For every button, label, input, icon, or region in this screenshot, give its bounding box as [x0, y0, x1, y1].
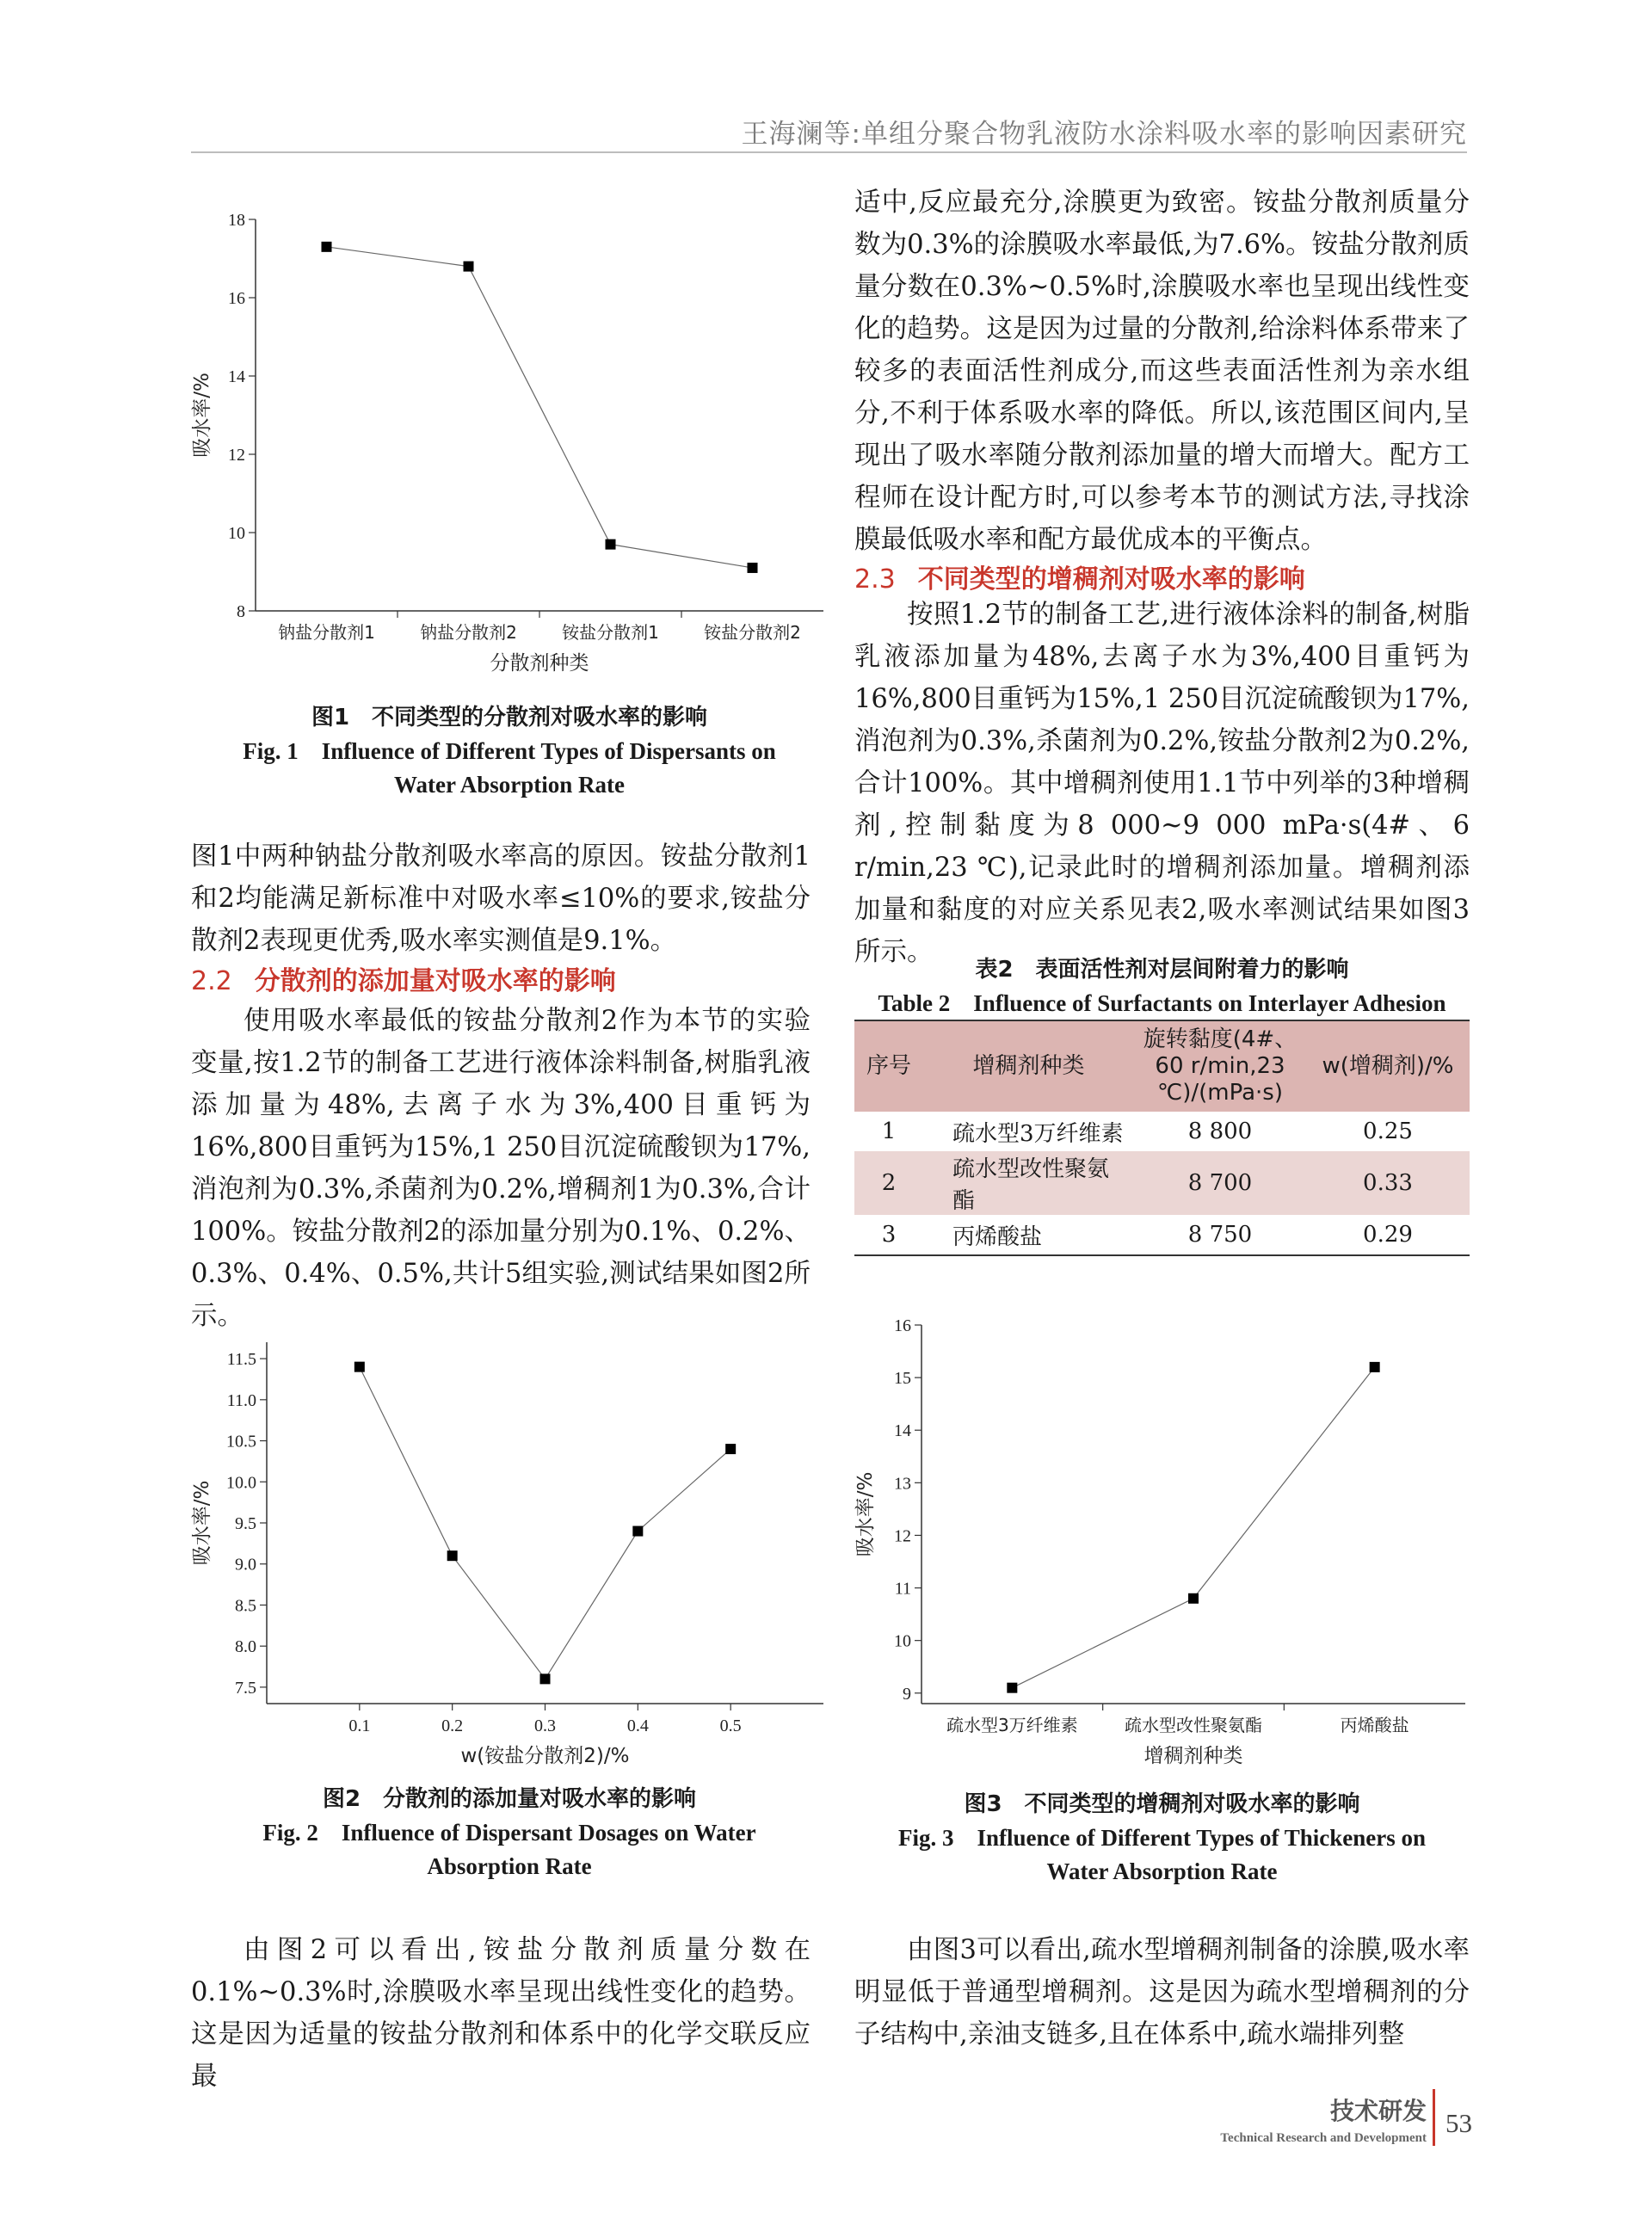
- table-header-cell: 旋转黏度(4#、60 r/min,23 ℃)/(mPa·s): [1134, 1020, 1306, 1112]
- y-tick-label: 11.5: [226, 1350, 256, 1370]
- series-line: [1012, 1367, 1374, 1688]
- y-tick-label: 12: [894, 1526, 911, 1546]
- y-tick-label: 12: [228, 446, 245, 465]
- x-axis-label: 分散剂种类: [490, 652, 589, 675]
- y-axis-label: 吸水率/%: [191, 373, 213, 458]
- figure-2-caption-en-1: Fig. 2 Influence of Dispersant Dosages on Water: [262, 1820, 756, 1846]
- y-tick-label: 9.0: [235, 1555, 256, 1575]
- figure-3-caption: [854, 1788, 1470, 1889]
- y-tick-label: 8.0: [235, 1637, 256, 1657]
- x-category-label: 钠盐分散剂2: [420, 622, 517, 643]
- y-tick-label: 11: [894, 1579, 911, 1599]
- section-2-2-title: 分散剂的添加量对吸水率的影响: [254, 966, 616, 996]
- x-tick-label: 0.1: [348, 1717, 371, 1735]
- table-header-cell: 序号: [854, 1020, 923, 1112]
- table-row: [854, 1112, 1470, 1151]
- figure-3-chart: [854, 1308, 1470, 1781]
- figure-3-caption-en-1: Fig. 3 Influence of Different Types of Thickeners on: [898, 1825, 1426, 1851]
- table-row: [854, 1151, 1470, 1215]
- x-category-label: 铵盐分散剂1: [562, 622, 659, 643]
- right-paragraph-1: 适中,反应最充分,涂膜更为致密。铵盐分散剂质量分数为0.3%的涂膜吸水率最低,为7.6%。铵盐分散剂质量分数在0.3%~0.5%时,涂膜吸水率也呈现出线性变化的趋势。这是因为过量的分散剂,给涂料体系带来了较多的表面活性剂成分,而这些表面活性剂为亲水组分,不利于体系吸水率的降低。所以,该范围区间内,呈现出了吸水率随分散剂添加量的增大而增大。配方工程师在设计配方时,可以参考本节的测试方法,寻找涂膜最低吸水率和配方最优成本的平衡点。: [854, 188, 1470, 555]
- x-category-label: 疏水型3万纤维素: [946, 1715, 1078, 1735]
- y-tick-label: 14: [228, 367, 245, 386]
- x-category-label: 丙烯酸盐: [1340, 1715, 1409, 1735]
- data-point: [354, 1362, 365, 1372]
- y-tick-label: 14: [894, 1421, 911, 1441]
- figure-1-caption-cn: 图1 不同类型的分散剂对吸水率的影响: [311, 705, 708, 730]
- table-cell: 疏水型3万纤维素: [952, 1120, 1124, 1147]
- data-point: [447, 1550, 458, 1561]
- data-point: [322, 242, 332, 252]
- table-cell: 2: [881, 1170, 897, 1196]
- table-header-cell: 增稠剂种类: [923, 1020, 1134, 1112]
- x-tick-label: 0.4: [626, 1717, 649, 1735]
- data-point: [1188, 1593, 1199, 1604]
- table-cell: 丙烯酸盐: [923, 1215, 1134, 1255]
- left-paragraph-3: 由图2可以看出,铵盐分散剂质量分数在0.1%~0.3%时,涂膜吸水率呈现出线性变化的趋势。这是因为适量的铵盐分散剂和体系中的化学交联反应最: [191, 1935, 811, 2092]
- table-cell: 8 800: [1187, 1119, 1253, 1144]
- y-tick-label: 13: [894, 1474, 911, 1494]
- figure-3-caption-en-2: Water Absorption Rate: [1046, 1858, 1278, 1884]
- figure-1-caption-en-2: Water Absorption Rate: [394, 772, 625, 798]
- x-tick-label: 0.5: [719, 1717, 742, 1735]
- right-paragraph-3: 由图3可以看出,疏水型增稠剂制备的涂膜,吸水率明显低于普通型增稠剂。这是因为疏水型增稠剂的分子结构中,亲油支链多,且在体系中,疏水端排列整: [854, 1935, 1470, 2049]
- y-tick-label: 16: [228, 289, 245, 308]
- table-2-grid: [854, 1020, 1470, 1256]
- table-cell: 1: [881, 1119, 897, 1144]
- y-tick-label: 10.0: [226, 1473, 256, 1493]
- figure-2-chart: [191, 1325, 828, 1781]
- section-2-2-heading: [191, 959, 616, 997]
- left-paragraph-2: 使用吸水率最低的铵盐分散剂2作为本节的实验变量,按1.2节的制备工艺进行液体涂料制备,树脂乳液添加量为48%,去离子水为3%,400目重钙为16%,800目重钙为15%,1 250目沉淀硫酸钡为17%,消泡剂为0.3%,杀菌剂为0.2%,增稠剂1为0.3%,合计100%。铵盐分散剂2的添加量分别为0.1%、0.2%、0.3%、0.4%、0.5%,共计5组实验,测试结果如图2所示。: [191, 1006, 811, 1331]
- figure-1-caption-en-1: Fig. 1 Influence of Different Types of Dispersants on: [243, 738, 776, 764]
- y-axis-label: 吸水率/%: [854, 1471, 877, 1557]
- x-category-label: 钠盐分散剂1: [278, 622, 375, 643]
- y-tick-label: 8: [237, 602, 245, 621]
- figure-2-caption-en-2: Absorption Rate: [427, 1853, 592, 1879]
- section-2-3-title: 不同类型的增稠剂对吸水率的影响: [917, 564, 1305, 595]
- left-paragraph-1: 图1中两种钠盐分散剂吸水率高的原因。铵盐分散剂1和2均能满足新标准中对吸水率≤10%的要求,铵盐分散剂2表现更优秀,吸水率实测值是9.1%。: [191, 841, 811, 956]
- series-line: [360, 1367, 730, 1680]
- y-tick-label: 18: [228, 211, 245, 230]
- footer-accent-bar: [1433, 2089, 1435, 2146]
- x-tick-label: 0.2: [441, 1717, 464, 1735]
- y-tick-label: 10: [894, 1631, 911, 1651]
- figure-2-caption: [191, 1783, 828, 1883]
- table-cell: 8 750: [1134, 1215, 1306, 1255]
- section-2-2-number: 2.2: [191, 966, 232, 996]
- data-point: [464, 262, 474, 272]
- y-axis-label: 吸水率/%: [191, 1480, 213, 1566]
- table-header-row: [854, 1020, 1470, 1112]
- data-point: [748, 563, 758, 573]
- y-tick-label: 10.5: [226, 1432, 256, 1451]
- figure-1-chart: [191, 194, 828, 688]
- y-tick-label: 15: [894, 1369, 911, 1389]
- y-tick-label: 10: [228, 524, 245, 543]
- table-2-title-cn: 表2 表面活性剂对层间附着力的影响: [975, 957, 1349, 983]
- y-tick-label: 11.0: [226, 1390, 256, 1410]
- x-axis-label: w(铵盐分散剂2)/%: [460, 1745, 630, 1767]
- y-tick-label: 9: [903, 1684, 911, 1704]
- table-cell: 0.25: [1363, 1119, 1413, 1144]
- footer-section-cn: 技术研发: [1329, 2097, 1427, 2125]
- data-point: [725, 1444, 736, 1454]
- footer-section-en: Technical Research and Development: [1220, 2131, 1427, 2145]
- table-row: [854, 1215, 1470, 1255]
- table-cell: 0.29: [1306, 1215, 1470, 1255]
- y-tick-label: 7.5: [235, 1678, 256, 1698]
- data-point: [1370, 1362, 1380, 1372]
- table-header-cell: w(增稠剂)/%: [1306, 1020, 1470, 1112]
- table-2: [854, 1020, 1470, 1256]
- page-number: 53: [1446, 2108, 1472, 2138]
- section-2-3-heading: [854, 558, 1305, 595]
- right-paragraph-2: 按照1.2节的制备工艺,进行液体涂料的制备,树脂乳液添加量为48%,去离子水为3%,400目重钙为16%,800目重钙为15%,1 250目沉淀硫酸钡为17%,消泡剂为0.3%,杀菌剂为0.2%,铵盐分散剂2为0.2%,合计100%。其中增稠剂使用1.1节中列举的3种增稠剂,控制黏度为8 000~9 000 mPa·s(4#、6 r/min,23 ℃),记录此时的增稠剂添加量。增稠剂添加量和黏度的对应关系见表2,吸水率测试结果如图3所示。: [854, 600, 1470, 967]
- y-tick-label: 8.5: [235, 1596, 256, 1616]
- table-cell: 疏水型改性聚氨酯: [952, 1156, 1110, 1214]
- table-cell: 8 700: [1187, 1170, 1253, 1196]
- x-axis-label: 增稠剂种类: [1143, 1745, 1243, 1767]
- table-2-title: [854, 953, 1470, 1020]
- x-category-label: 铵盐分散剂2: [704, 622, 801, 643]
- y-tick-label: 9.5: [235, 1514, 256, 1533]
- running-header: 王海澜等:单组分聚合物乳液防水涂料吸水率的影响因素研究: [741, 119, 1467, 150]
- x-category-label: 疏水型改性聚氨酯: [1125, 1715, 1262, 1735]
- y-tick-label: 16: [894, 1316, 911, 1335]
- data-point: [1007, 1683, 1017, 1693]
- figure-2-caption-cn: 图2 分散剂的添加量对吸水率的影响: [322, 1786, 697, 1812]
- data-point: [632, 1526, 643, 1537]
- section-2-3-number: 2.3: [854, 564, 896, 595]
- data-point: [606, 539, 616, 550]
- x-tick-label: 0.3: [534, 1717, 556, 1735]
- table-cell: 0.33: [1363, 1170, 1413, 1196]
- data-point: [540, 1673, 551, 1684]
- table-cell: 3: [854, 1215, 923, 1255]
- header-rule: [191, 151, 1467, 153]
- table-2-title-en: Table 2 Influence of Surfactants on Interlayer Adhesion: [878, 990, 1446, 1016]
- series-line: [327, 247, 753, 568]
- figure-3-caption-cn: 图3 不同类型的增稠剂对吸水率的影响: [964, 1791, 1360, 1817]
- figure-1-caption: [191, 701, 828, 802]
